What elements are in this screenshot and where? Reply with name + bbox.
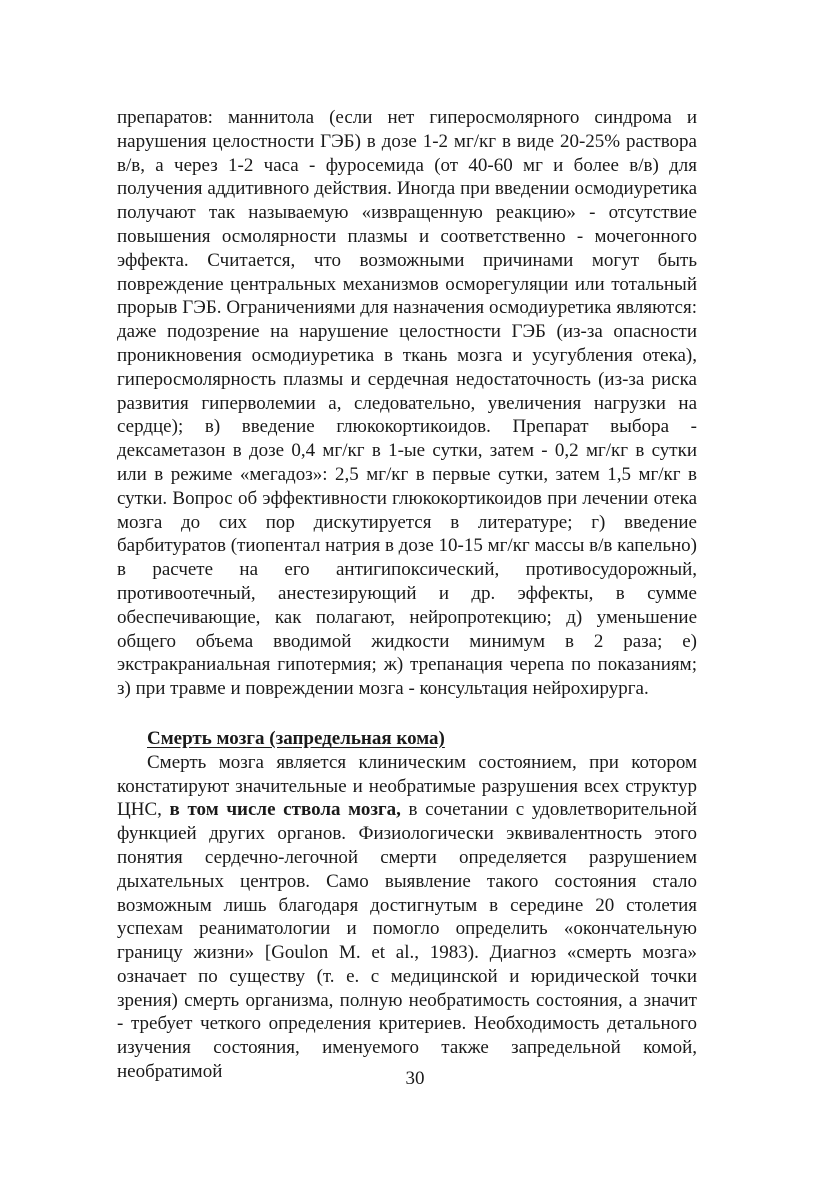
paragraph-osmodiuretics: препаратов: маннитола (если нет гиперосмолярного синдрома и нарушения целостности ГЭБ) в дозе 1-2 мг/кг в виде 20-25% раствора в/в, а через 1-2 часа - фуросемида (от 40-60 мг и более в/в) для получения аддитивного действия. Иногда при введении осмодиуретика получают так называемую «извращенную реакцию» - отсутствие повышения осмолярности плазмы и соответственно - мочегонного эффекта. Считается, что возможными причинами могут быть повреждение центральных механизмов осморегуляции или тотальный прорыв ГЭБ. Ограничениями для назначения осмодиуретика являются: даже подозрение на нарушение целостности ГЭБ (из-за опасности проникновения осмодиуретика в ткань мозга и усугубления отека), гиперосмолярность плазмы и сердечная недостаточность (из-за риска развития гиперволемии а, следовательно, увеличения нагрузки на сердце); в) введение глюкокортикоидов. Препарат выбора - дексаметазон в дозе 0,4 мг/кг в 1-ые сутки, затем - 0,2 мг/кг в сутки или в режиме «мегадоз»: 2,5 мг/кг в первые сутки, затем 1,5 мг/кг в сутки. Вопрос об эффективности глюкокортикоидов при лечении отека мозга до сих пор дискутируется в литературе; г) введение барбитуратов (тиопентал натрия в дозе 10-15 мг/кг массы в/в капельно) в расчете на его антигипоксический, противосудорожный, противоотечный, анестезирующий и др. эффекты, в сумме обеспечивающие, как полагают, нейропротекцию; д) уменьшение общего объема вводимой жидкости минимум в 2 раза; е) экстракраниальная гипотермия; ж) трепанация черепа по показаниям; з) при травме и повреждении мозга - консультация нейрохирурга. xyxy=(117,107,698,700)
paragraph-brain-death xyxy=(117,751,697,1084)
page-number: 30 xyxy=(405,1068,425,1089)
page-body xyxy=(117,106,697,1084)
section-heading-brain-death: Смерть мозга (запредельная кома) xyxy=(147,727,445,749)
bold-emphasis: в том числе ствола мозга, xyxy=(169,799,401,821)
paragraph-text-start: Смерть мозга является клиническим состоянием, при котором констатируют значительные и необратимые разрушения всех структур ЦНС, xyxy=(117,751,697,821)
paragraph-text-end: в сочетании с удовлетворительной функцией других органов. Физиологически эквивалентность этого понятия сердечно-легочной смерти определяется разрушением дыхательных центров. Само выявление такого состояния стало возможным лишь благодаря достигнутым в середине 20 столетия успехам реаниматологии и помогло определить «окончательную границу жизни» [Goulon M. et al., 1983). Диагноз «смерть мозга» означает по существу (т. е. с медицинской и юридической точки зрения) смерть организма, полную необратимость состояния, а значит - требует четкого определения критериев. Необходимость детального изучения состояния, именуемого также запредельной комой, необратимой xyxy=(117,799,697,1083)
